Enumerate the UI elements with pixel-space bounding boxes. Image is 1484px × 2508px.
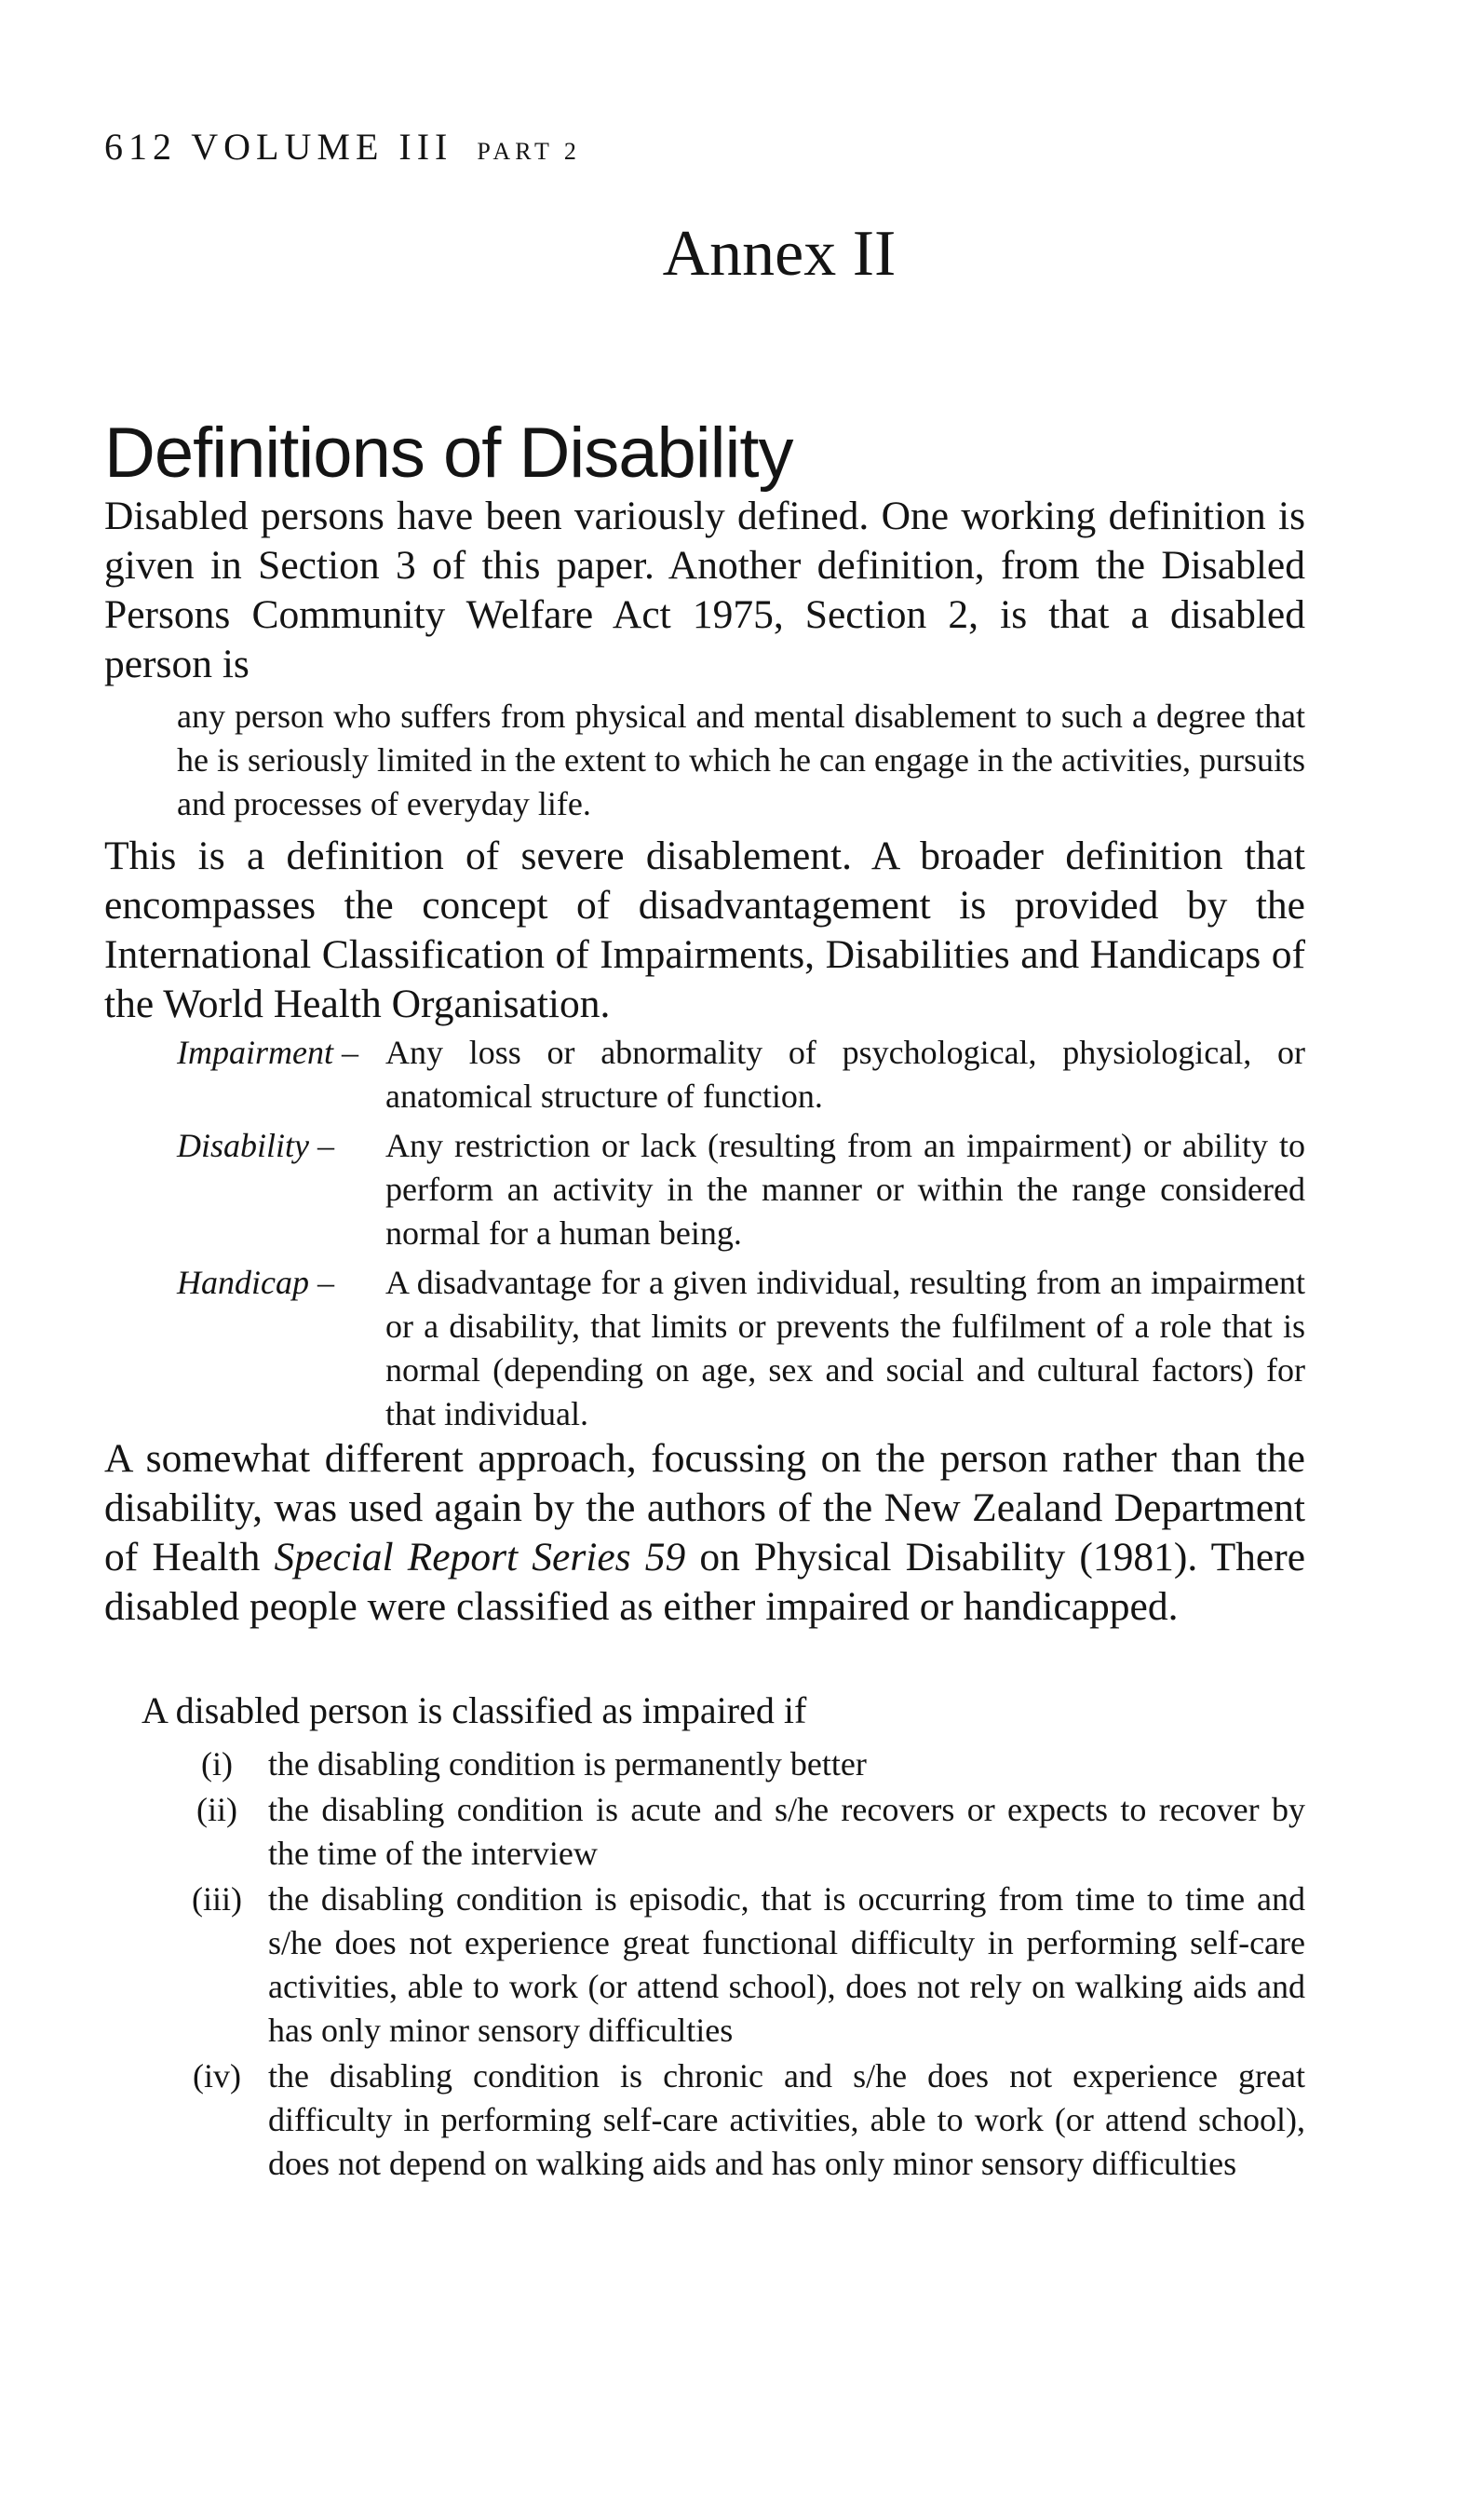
impaired-conditions-list <box>177 1742 1305 2188</box>
condition-item <box>177 2054 1305 2186</box>
definition-text: Any restriction or lack (resulting from an impairment) or ability to perform an activity in the manner or within the range considered normal for a human being. <box>385 1127 1305 1252</box>
condition-text: the disabling condition is acute and s/he recovers or expects to recover by the time of the interview <box>268 1791 1305 1872</box>
severe-definition-text: This is a definition of severe disablement. A broader definition that encompasses the concept of disadvantagement is provided by the International Classification of Impairments, Disabilities and Handicaps of the World Health Organisation. <box>104 834 1305 1026</box>
definition-term: Disability – <box>177 1127 334 1164</box>
condition-text: the disabling condition is permanently better <box>268 1745 867 1783</box>
definition-text: A disadvantage for a given individual, resulting from an impairment or a disability, that limits or prevents the fulfilment of a role that is normal (depending on age, sex and social and cultural factors) for that individual. <box>385 1264 1305 1432</box>
condition-number: (iv) <box>193 2057 241 2095</box>
running-head <box>104 126 581 168</box>
classified-intro: A disabled person is classified as impaired if <box>142 1689 807 1731</box>
condition-text: the disabling condition is episodic, that is occurring from time to time and s/he does not experience great functional difficulty in performing self-care activities, able to work (or attend school), does not rely on walking aids and has only minor sensory difficulties <box>268 1880 1305 2049</box>
intro-text: Disabled persons have been variously defined. One working definition is given in Section 3 of this paper. Another definition, from the Disabled Persons Community Welfare Act 1975, Section 2, is that a disabled person is <box>104 494 1305 686</box>
definition-text: Any loss or abnormality of psychological, physiological, or anatomical structure of function. <box>385 1034 1305 1115</box>
definition-item <box>177 1124 1305 1255</box>
definition-term: Impairment – <box>177 1034 358 1071</box>
page-number: 612 <box>104 126 177 168</box>
approach-text-before: A somewhat different approach, focussing on the person rather than the disability, was used again by the authors of the New Zealand Department of Health <box>104 1436 1305 1579</box>
section-title: Definitions of Disability <box>104 413 793 493</box>
condition-number: (i) <box>201 1745 233 1783</box>
approach-text-after: on Physical Disability (1981). There disabled people were classified as either impaired or handicapped. <box>104 1535 1306 1629</box>
definition-term: Handicap – <box>177 1264 334 1301</box>
part-label: PART 2 <box>477 138 581 165</box>
approach-paragraph <box>104 1434 1305 1632</box>
condition-text: the disabling condition is chronic and s/he does not experience great difficulty in performing self-care activities, able to work (or attend school), does not depend on walking aids and has only minor sensory difficulties <box>268 2057 1305 2182</box>
definition-item <box>177 1261 1305 1436</box>
quotation-text: any person who suffers from physical and mental disablement to such a degree that he is seriously limited in the extent to which he can engage in the activities, pursuits and processes of everyday life. <box>177 698 1305 822</box>
act-quotation <box>177 695 1305 826</box>
intro-paragraph <box>104 492 1305 689</box>
report-series-title: Special Report Series 59 <box>274 1535 686 1579</box>
condition-item <box>177 1878 1305 2053</box>
condition-number: (ii) <box>196 1791 237 1828</box>
condition-item <box>177 1742 1305 1786</box>
severe-definition-paragraph <box>104 832 1305 1029</box>
volume-label: VOLUME III <box>191 126 453 168</box>
annex-title: Annex II <box>662 218 897 290</box>
who-definitions-list <box>177 1031 1305 1442</box>
condition-number: (iii) <box>192 1880 242 1918</box>
definition-item <box>177 1031 1305 1118</box>
condition-item <box>177 1788 1305 1876</box>
